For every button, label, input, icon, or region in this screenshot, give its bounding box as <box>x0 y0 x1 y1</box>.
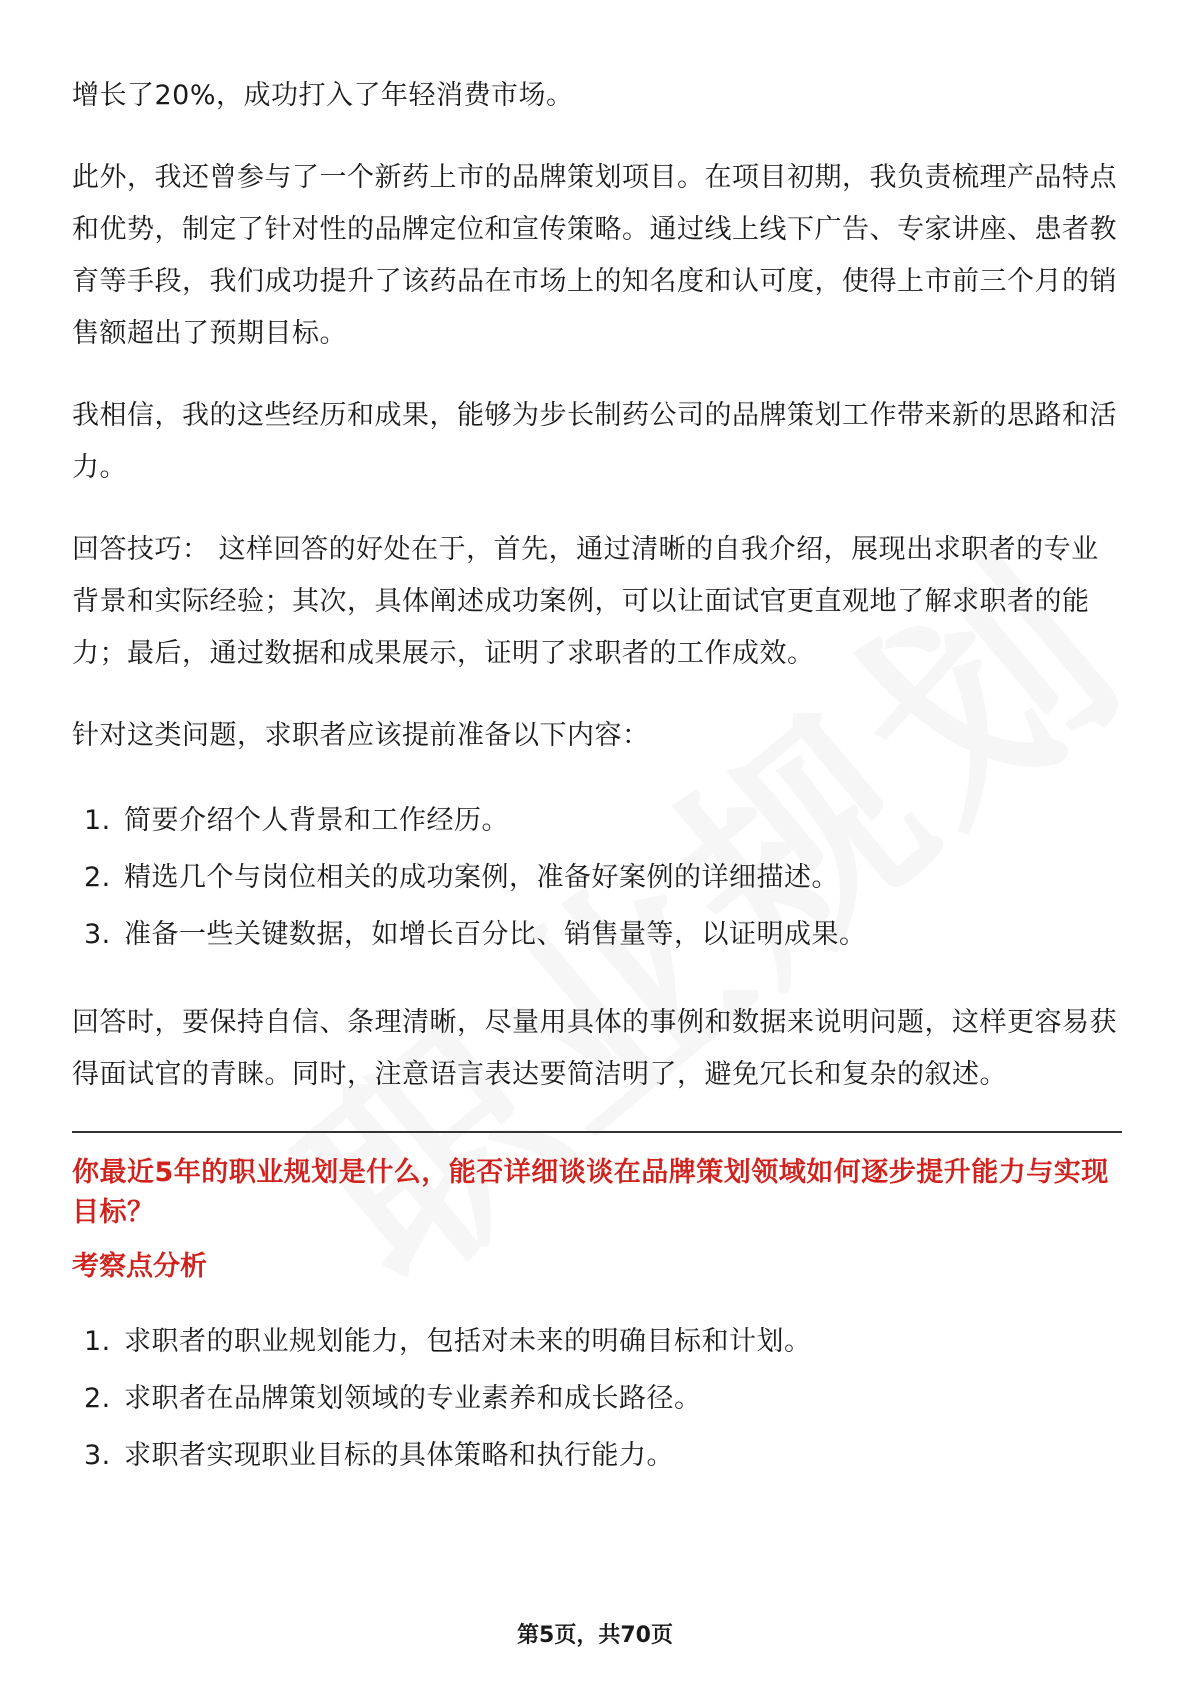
list-item <box>72 792 1122 849</box>
list-item-text: 简要介绍个人背景和工作经历。 <box>124 805 509 836</box>
paragraph-intro-result: 增长了20%，成功打入了年轻消费市场。 <box>72 80 574 111</box>
list-item-number: 3. <box>84 1440 111 1471</box>
list-item-number: 2. <box>84 1383 111 1414</box>
list-item-text: 精选几个与岗位相关的成功案例，准备好案例的详细描述。 <box>124 862 839 893</box>
list-item-text: 求职者的职业规划能力，包括对未来的明确目标和计划。 <box>124 1326 812 1357</box>
section-divider <box>72 1131 1122 1133</box>
list-item <box>72 849 1122 906</box>
page-number-footer: 第5页，共70页 <box>517 1623 673 1648</box>
paragraph-belief: 我相信，我的这些经历和成果，能够为步长制药公司的品牌策划工作带来新的思路和活力。 <box>72 400 1117 483</box>
analysis-list <box>72 1313 1122 1484</box>
document-page <box>72 70 1122 1518</box>
list-item-number: 3. <box>84 919 111 950</box>
list-item <box>72 1370 1122 1427</box>
paragraph-answer-tips: 回答技巧： 这样回答的好处在于，首先，通过清晰的自我介绍，展现出求职者的专业背景和实际经验；其次，具体阐述成功案例，可以让面试官更直观地了解求职者的能力；最后，通过数据和成果展示，证明了求职者的工作成效。 <box>72 534 1099 669</box>
list-item-text: 准备一些关键数据，如增长百分比、销售量等，以证明成果。 <box>124 919 867 950</box>
list-item <box>72 1313 1122 1370</box>
list-item-number: 2. <box>84 862 111 893</box>
paragraph-new-drug-project: 此外，我还曾参与了一个新药上市的品牌策划项目。在项目初期，我负责梳理产品特点和优势，制定了针对性的品牌定位和宣传策略。通过线上线下广告、专家讲座、患者教育等手段，我们成功提升了该药品在市场上的知名度和认可度，使得上市前三个月的销售额超出了预期目标。 <box>72 162 1117 349</box>
list-item-text: 求职者在品牌策划领域的专业素养和成长路径。 <box>124 1383 702 1414</box>
list-item <box>72 906 1122 963</box>
question-heading: 你最近5年的职业规划是什么，能否详细谈谈在品牌策划领域如何逐步提升能力与实现目标？ <box>72 1157 1109 1228</box>
list-item-number: 1. <box>84 805 111 836</box>
prep-list <box>72 792 1122 963</box>
paragraph-closing: 回答时，要保持自信、条理清晰，尽量用具体的事例和数据来说明问题，这样更容易获得面试官的青睐。同时，注意语言表达要简洁明了，避免冗长和复杂的叙述。 <box>72 1007 1117 1090</box>
paragraph-prep-intro: 针对这类问题，求职者应该提前准备以下内容： <box>72 720 650 751</box>
list-item-number: 1. <box>84 1326 111 1357</box>
list-item <box>72 1427 1122 1484</box>
analysis-heading: 考察点分析 <box>72 1251 207 1282</box>
list-item-text: 求职者实现职业目标的具体策略和执行能力。 <box>124 1440 674 1471</box>
